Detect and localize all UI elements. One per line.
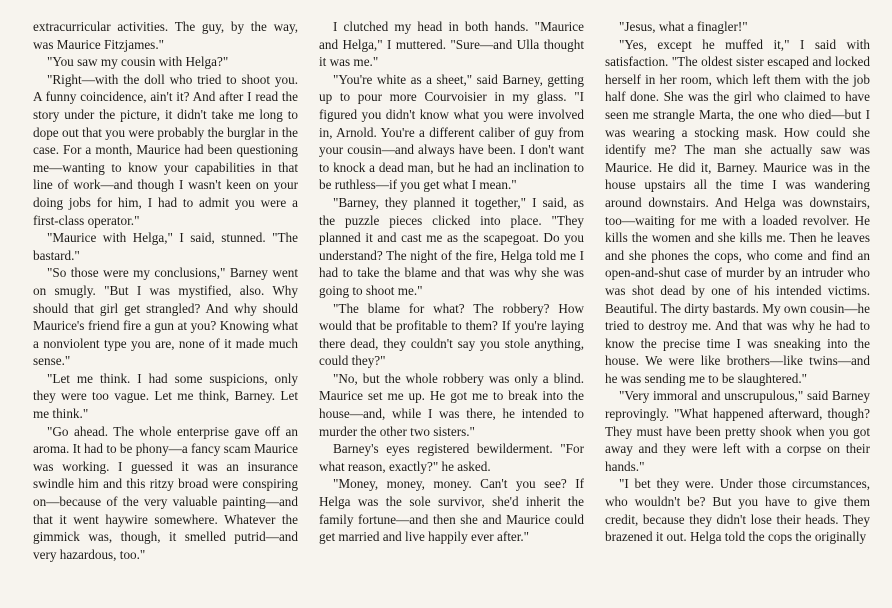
paragraph: "Barney, they planned it together," I said, as the puzzle pieces clicked into place. "They planned it and cast me as the scapegoat. Do you understand? The night of the fire, Helga told me I had to take the blame and that was why she was going to shoot me." [319, 194, 584, 298]
paragraph: "Jesus, what a finagler!" [619, 19, 748, 34]
paragraph: "Money, money, money. Can't you see? If Helga was the sole survivor, she'd inherit the family fortune—and then she and Maurice could get married and live happily ever after." [319, 476, 584, 545]
paragraph: "The blame for what? The robbery? How would that be profitable to them? If you're laying there dead, they couldn't say you stole anything, could they?" [319, 300, 584, 369]
paragraph: "Go ahead. The whole enterprise gave off an aroma. It had to be phony—a fancy scam Maurice was working. I guessed it was an insurance swindle him and this ritzy broad were conspiring on—because of the very valuable painting—and that it went haywire somewhere. Whatever the gimmick was, though, it smelled putrid—and very hazardous, too." [33, 423, 298, 562]
paragraph: "No, but the whole robbery was only a blind. Maurice set me up. He got me to break into the house—and, while I was there, he intended to murder the other two sisters." [319, 370, 584, 439]
paragraph: I clutched my head in both hands. "Maurice and Helga," I muttered. "Sure—and Ulla thought it was me." [319, 19, 584, 70]
paragraph: "Very immoral and unscrupulous," said Barney reprovingly. "What happened afterward, though? They must have been pretty shook when you got away and they were left with a corpse on their hands." [605, 388, 870, 474]
paragraph: extracurricular activities. The guy, by the way, was Maurice Fitzjames." [33, 19, 298, 52]
paragraph: Barney's eyes registered bewilderment. "For what reason, exactly?" he asked. [319, 441, 584, 474]
paragraph: "You saw my cousin with Helga?" [47, 54, 229, 70]
text-column-3 [605, 18, 870, 608]
paragraph: "Right—with the doll who tried to shoot you. A funny coincidence, ain't it? And after I read the story under the picture, it didn't take me long to dope out that you were probably the burglar in the case. For a month, Maurice had been questioning me—wanting to know your capabilities in that line of work—and though I wasn't keen on your doing jobs for him, I had to admit you were a first-class operator." [33, 71, 298, 228]
paragraph: "Maurice with Helga," I said, stunned. "The bastard." [33, 230, 298, 263]
paragraph: "You're white as a sheet," said Barney, getting up to pour more Courvoisier in my glass. "I figured you didn't know what you were involved in, Arnold. You're a different caliber of guy from your cousin—and always have been. I don't want to knock a dead man, but he had an inclination to be ruthless—if you get what I mean." [319, 71, 584, 193]
paragraph: "So those were my conclusions," Barney went on smugly. "But I was mystified, also. Why should that girl get strangled? And why should Maurice's friend fire a gun at you? Knowing what a nonviolent type you are, none of it made much sense." [33, 265, 298, 369]
text-column-2 [319, 18, 584, 608]
text-column-1 [33, 18, 298, 608]
paragraph: "I bet they were. Under those circumstances, who wouldn't be? But you have to give them credit, because they didn't lose their heads. They brazened it out. Helga told the cops the originally [605, 476, 870, 545]
paragraph: "Let me think. I had some suspicions, only they were too vague. Let me think, Barney. Let me think." [33, 370, 298, 422]
paragraph: "Yes, except he muffed it," I said with satisfaction. "The oldest sister escaped and locked herself in her room, which left them with the job half done. She was the girl who claimed to have seen me strangle Marta, the one who died—but I was wearing a stocking mask. How could she identify me? The man she actually saw was Maurice. He did it, Barney. Maurice was in the house upstairs all the time I was wandering around downstairs. And Helga was downstairs, too—waiting for me with a loaded revolver. He kills the women and she kills me. Then he leaves and she phones the cops, who come and find an open-and-shut case of murder by an intruder who was shot dead by one of his intended victims. Beautiful. The dirty bastards. My own cousin—he tried to destroy me. And that was why he had to know the precise time I was sneaking into the house. We were like brothers—like twins—and he was sending me to be slaughtered." [605, 36, 870, 386]
